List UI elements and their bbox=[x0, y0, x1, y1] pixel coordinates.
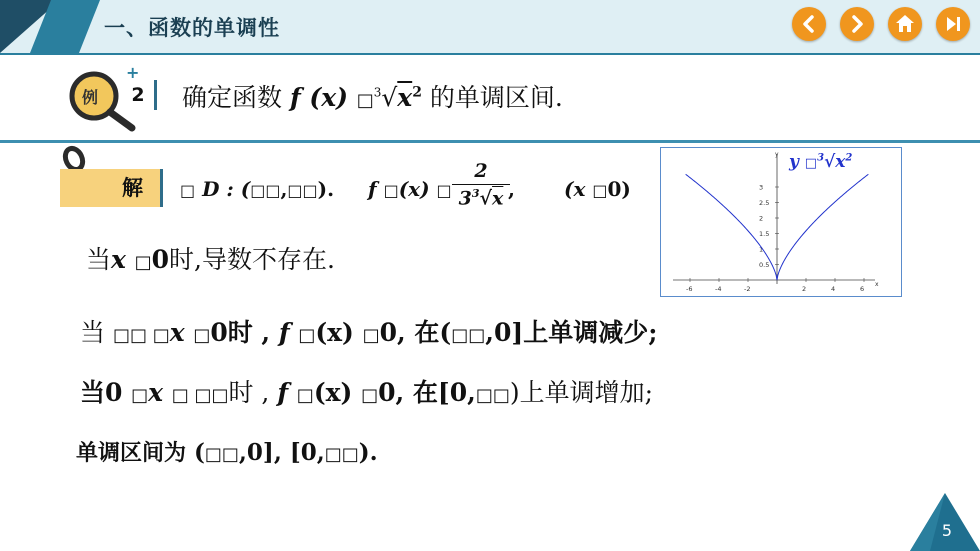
condition-expression: (x □0) bbox=[564, 177, 631, 201]
x-tick-label: -6 bbox=[686, 285, 693, 293]
derivative-fraction: $\frac{2}{3^3√x}$ bbox=[452, 160, 510, 209]
x-tick-label: -4 bbox=[715, 285, 722, 293]
x-tick-label: 6 bbox=[860, 285, 865, 293]
y-tick-label: 1.5 bbox=[759, 230, 770, 238]
derivative-lhs: f □(x) □ bbox=[368, 177, 452, 201]
x-tick-label: 4 bbox=[831, 285, 836, 293]
svg-text:+: + bbox=[126, 66, 140, 82]
x-tick-label: 2 bbox=[802, 285, 807, 293]
end-button[interactable] bbox=[936, 7, 970, 41]
example-number: 2 bbox=[122, 80, 157, 110]
domain-expression: □ D : (□□,□□). bbox=[180, 177, 335, 201]
section-divider bbox=[0, 140, 980, 143]
fraction-comma: , bbox=[508, 177, 515, 201]
y-axis-label: y bbox=[775, 151, 779, 158]
y-tick-label: 1 bbox=[759, 245, 764, 254]
solution-label: 解 bbox=[122, 176, 143, 200]
section-title: 一、函数的单调性 bbox=[104, 16, 280, 40]
next-button[interactable] bbox=[840, 7, 874, 41]
solution-line-3: 当0 □x □ □□时 , f □(x) □0, 在[0,□□)上单调增加; bbox=[80, 378, 654, 407]
solution-line-2: 当 □□ □x □0时 , f □(x) □0, 在(□□,0]上单调减少; bbox=[80, 318, 658, 347]
page-number: 5 bbox=[941, 521, 952, 540]
y-tick-label: 0.5 bbox=[759, 261, 770, 269]
prev-button[interactable] bbox=[792, 7, 826, 41]
solution-badge bbox=[60, 169, 163, 207]
solution-line-4: 单调区间为 (□□,0], [0,□□). bbox=[76, 439, 378, 466]
x-axis-label: x bbox=[875, 281, 879, 288]
home-button[interactable] bbox=[888, 7, 922, 41]
header-divider bbox=[0, 53, 980, 55]
y-tick-label: 3 bbox=[759, 183, 764, 192]
problem-statement: 确定函数 f (x) $□^3√x^2$ 的单调区间. bbox=[182, 83, 563, 112]
chevron-right-icon bbox=[847, 14, 867, 34]
skip-end-icon bbox=[943, 14, 963, 34]
x-tick-label: -2 bbox=[744, 285, 751, 293]
chevron-left-icon bbox=[799, 14, 819, 34]
solution-line-1: 当x □0时,导数不存在. bbox=[86, 245, 335, 274]
y-tick-label: 2 bbox=[759, 214, 764, 223]
graph-canvas bbox=[661, 148, 901, 296]
y-tick-label: 2.5 bbox=[759, 199, 770, 207]
example-badge: 例 bbox=[82, 88, 99, 107]
graph-label: y $□^3√x^2$ bbox=[789, 152, 853, 172]
home-icon bbox=[894, 13, 916, 35]
navigation-buttons bbox=[792, 7, 970, 41]
function-graph bbox=[660, 147, 902, 297]
